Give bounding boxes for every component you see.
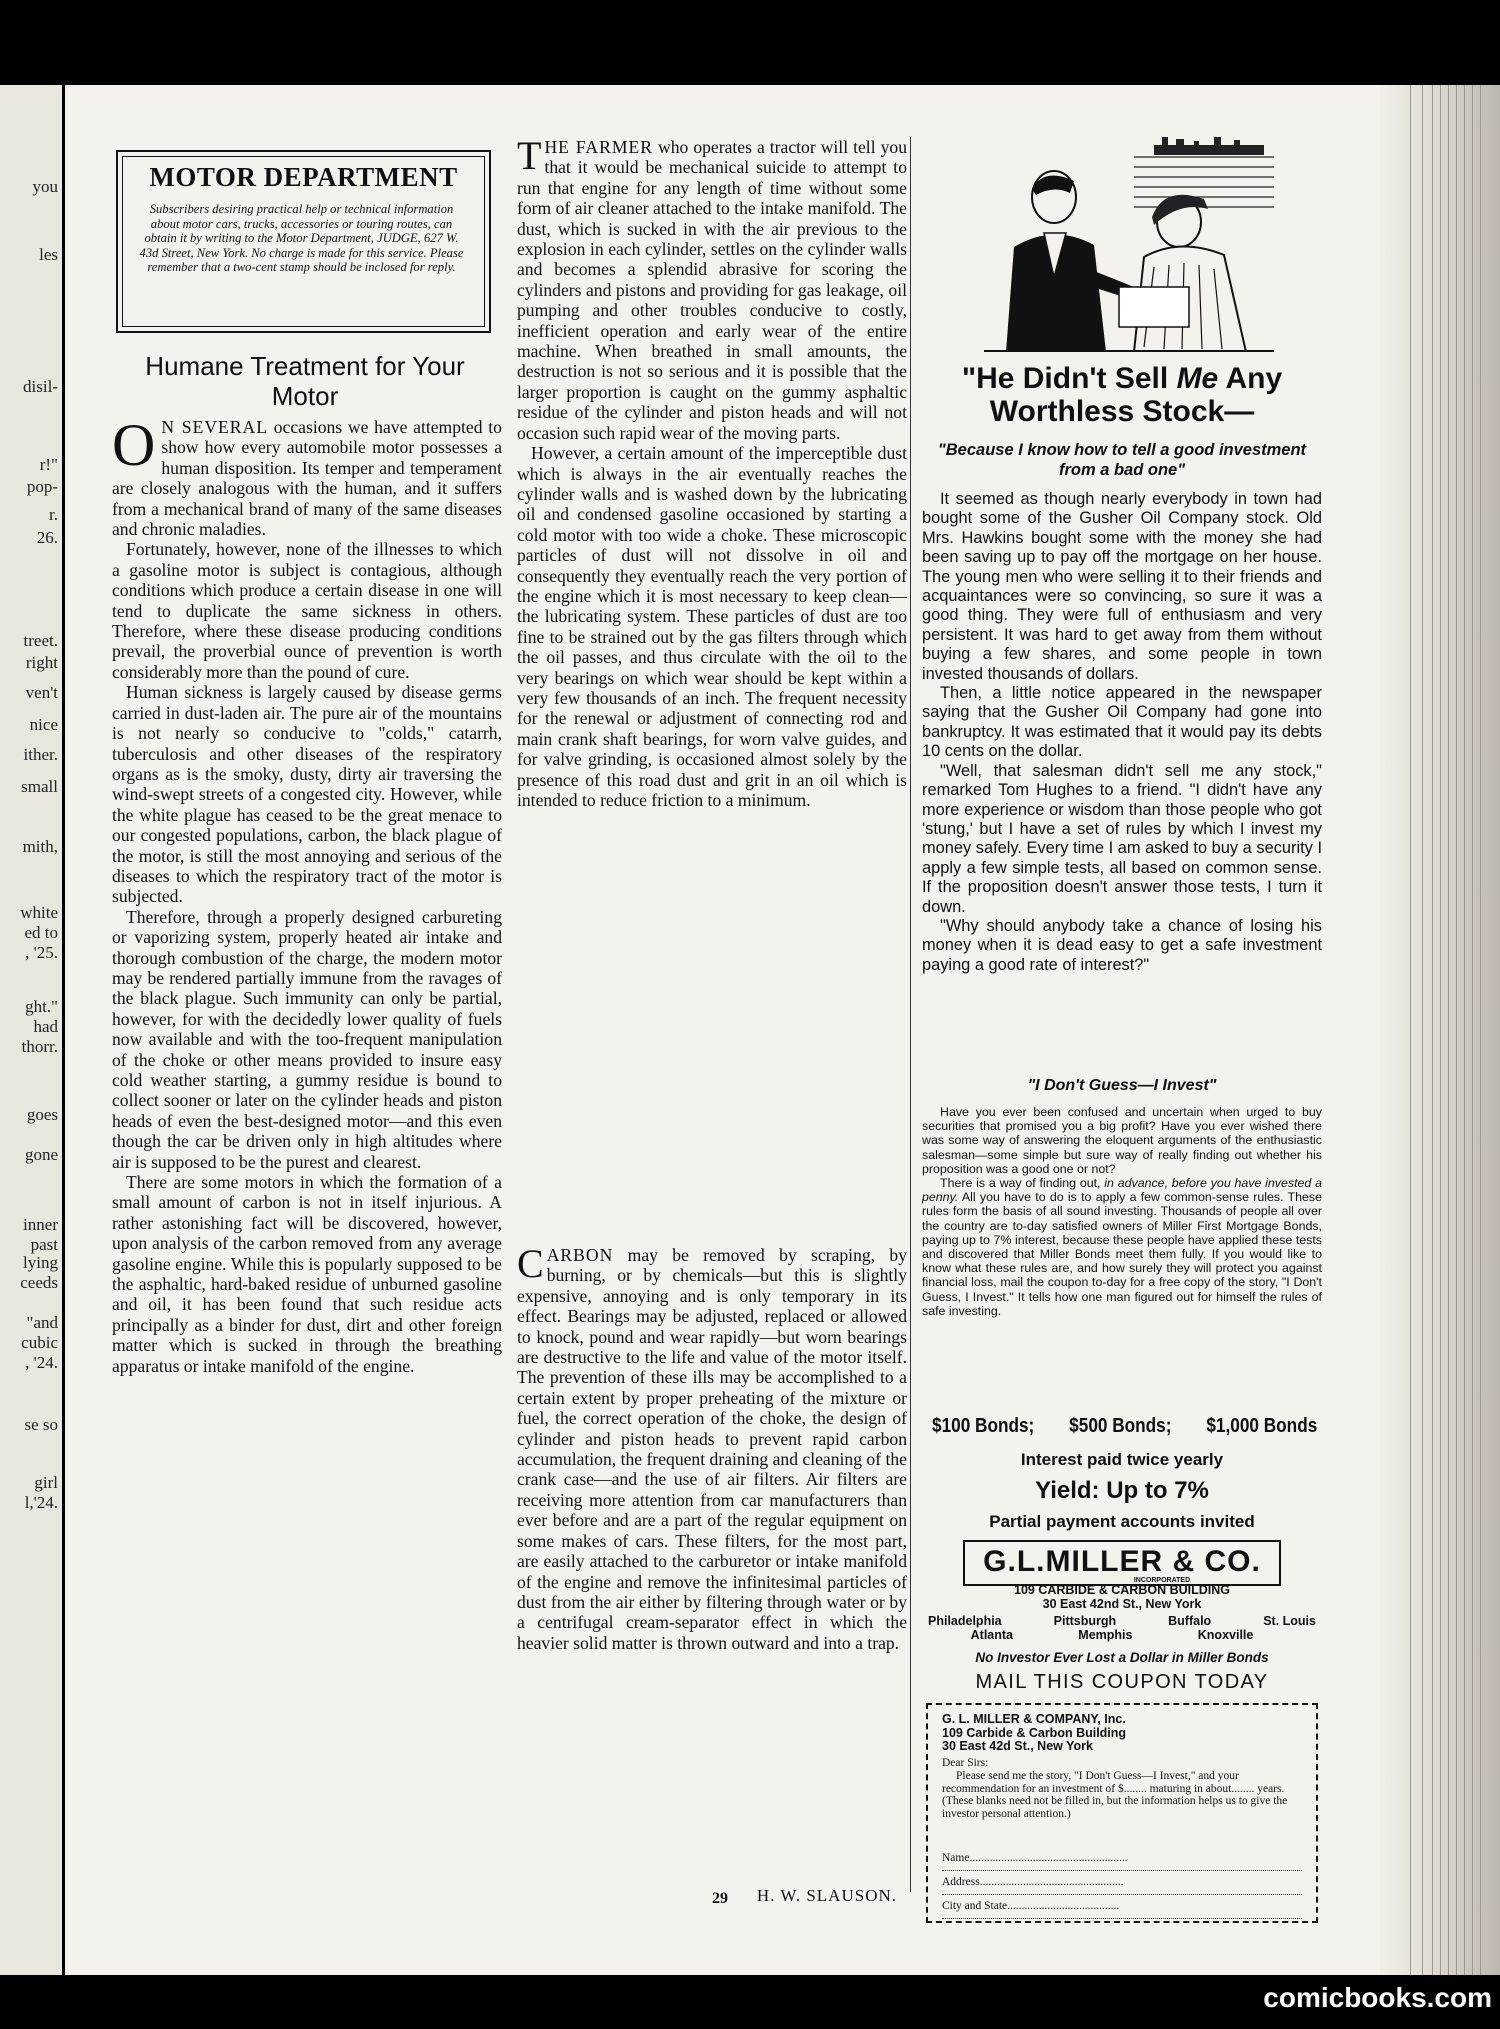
bond-denominations <box>932 1415 1317 1438</box>
partial-payment-line: Partial payment accounts invited <box>989 1512 1255 1531</box>
article-paragraph: However, a certain amount of the imperceptible dust which is always in the air eventually reaches the cylinder walls and is washed down by the lubricating oil and condensed gasoline occasioned by starting a cold motor with too wide a choke. These microscopic particles of dust will not dissolve in oil and consequently they eventually reach the very portion of the engine which it is most necessary to keep clean—the lubricating system. These particles of dust are too fine to be strained out by the gas filters through which the oil passes, and thus circulate with the oil to the very bearings on which wear should be kept within a very few thousands of an inch. The frequent necessity for the renewal or adjustment of connecting rod and main crank shaft bearings, for worn valve guides, and for valve grinding, is occasioned almost solely by the presence of this road dust and grit in an oil which is intended to reduce friction to a minimum. <box>517 443 907 810</box>
drop-cap: O <box>112 412 156 478</box>
article-paragraph: There are some motors in which the formation of a small amount of carbon is not in itself injurious. A rather astonishing fact will be discovered, however, upon analysis of the carbon removed from any average gasoline engine. While this is popularly supposed to be the asphaltic, hard-baked residue of unburned gasoline and oil, it has been found that such residue acts principally as a binder for dust, dirt and other foreign matter which is sucked in through the breathing apparatus or intake manifold of the engine. <box>112 1172 502 1376</box>
margin-word: lying <box>23 1253 58 1272</box>
article-title: Humane Treatment for Your Motor <box>145 351 465 411</box>
margin-word: 26. <box>36 528 58 547</box>
drop-cap: T <box>517 133 542 178</box>
margin-word: pop- <box>26 477 58 496</box>
margin-word: "and <box>26 1313 58 1332</box>
margin-word: l,'24. <box>24 1493 58 1512</box>
margin-word: , '24. <box>25 1353 58 1372</box>
bond-500: $500 Bonds; <box>1069 1415 1172 1437</box>
coupon-address: G. L. MILLER & COMPANY, Inc. 109 Carbide & Carbon Building 30 East 42d St., New York <box>942 1712 1127 1753</box>
margin-word: , '25. <box>25 943 58 962</box>
margin-word: treet. <box>23 631 58 650</box>
ad-headline: "He Didn't Sell Me Any Worthless Stock— <box>961 362 1283 428</box>
margin-word: se so <box>24 1415 58 1434</box>
margin-word: thorr. <box>21 1037 58 1056</box>
miller-bonds-advertisement <box>922 137 1322 1927</box>
margin-word: nice <box>29 715 58 734</box>
left-page-margin <box>0 85 62 1975</box>
margin-word: ceeds <box>20 1273 58 1292</box>
margin-word: r. <box>49 505 58 524</box>
page-edge-spine <box>1380 85 1500 1975</box>
svg-text:G.L.MILLER & CO.: G.L.MILLER & CO. <box>983 1545 1261 1578</box>
margin-word: les <box>39 245 58 264</box>
miller-logo-icon <box>962 1539 1282 1587</box>
coupon-address-field[interactable]: Address.................................................. <box>942 1871 1302 1895</box>
motor-department-title: MOTOR DEPARTMENT <box>149 162 458 192</box>
margin-word: white <box>20 903 58 922</box>
order-coupon[interactable] <box>926 1703 1318 1923</box>
column-rule <box>910 137 911 1892</box>
interest-line: Interest paid twice yearly <box>1020 1450 1224 1469</box>
margin-word: gone <box>24 1145 58 1164</box>
drop-cap: C <box>517 1241 544 1286</box>
margin-word: ither. <box>23 745 58 764</box>
coupon-name-field[interactable]: Name....................................................... <box>942 1847 1302 1871</box>
ad-paragraph: Then, a little notice appeared in the newspaper saying that the Gusher Oil Company had gone into bankruptcy. It was estimated that it would pay its debts 10 cents on the dollar. <box>922 684 1322 761</box>
motor-department-note: Subscribers desiring practical help or technical information about motor cars, trucks, accessories or touring routes, can obtain it by writing to the Motor Department, JUDGE, 627 W. 43d Street, New York. No charge is made for this service. Please remember that a two-cent stamp should be inclosed for reply. <box>139 202 464 274</box>
margin-word: disil- <box>23 377 58 396</box>
margin-word: mith, <box>22 837 58 856</box>
article-middle-column-section-2 <box>517 1241 907 1653</box>
margin-word: right <box>25 653 58 672</box>
article-middle-column <box>517 133 907 810</box>
margin-word: past <box>30 1235 58 1254</box>
ad-paragraph: "Why should anybody take a chance of losing his money when it is dead easy to get a safe investment paying a good rate of interest?" <box>922 916 1322 974</box>
article-paragraph: Human sickness is largely caused by disease germs carried in dust-laden air. The pure air of the mountains is not nearly so conducive to "colds," catarrh, tuberculosis and other diseases of the respiratory organs as is the smoky, dusty, dirty air traversing the wind-swept streets of a congested city. However, while the white plague has ceased to be the great menace to our congested populations, carbon, the black plague of the motor, is still the most annoying and serious of the diseases to which the respiratory tract of the motor is subjected. <box>112 682 502 907</box>
ad-small-print <box>922 1105 1322 1318</box>
ad-small-paragraph: There is a way of finding out, in advance, before you have invested a penny. All you have to do is to apply a few common-sense rules. These rules form the basis of all sound investing. Thousands of people all over the country are to-day satisfied owners of Miller First Mortgage Bonds, paying up to 7% interest, because these people have applied these tests and discovered that Miller Bonds meet them fully. If you would like to know what these rules are, and how surely they will protect you against financial loss, mail the coupon to-day for a free copy of the story, "I Don't Guess, I Invest." It tells how one man figured out for himself the rules of safe investing. <box>922 1176 1322 1318</box>
margin-word: ven't <box>25 683 58 702</box>
yield-line: Yield: Up to 7% <box>1035 1477 1209 1504</box>
company-address: 109 CARBIDE & CARBON BUILDING 30 East 42nd St., New York <box>1014 1583 1230 1611</box>
salesman-illustration-icon <box>984 137 1274 352</box>
margin-word: had <box>33 1017 58 1036</box>
ad-body <box>922 490 1322 975</box>
page-number: 29 <box>712 1890 728 1907</box>
ad-paragraph: "Well, that salesman didn't sell me any stock," remarked Tom Hughes to a friend. "I didn't have any more experience or wisdom than those people who got 'stung,' but I have a set of rules by which I invest my money safely. Every time I am asked to buy a security I apply a few simple tests, all based on common sense. If the proposition doesn't answer those tests, I turn it down. <box>922 761 1322 916</box>
ad-subheadline-2: "I Don't Guess—I Invest" <box>1027 1077 1217 1094</box>
bond-1000: $1,000 Bonds <box>1206 1415 1318 1437</box>
bond-100: $100 Bonds; <box>932 1415 1035 1437</box>
margin-word: goes <box>26 1105 58 1124</box>
ad-paragraph: It seemed as though nearly everybody in town had bought some of the Gusher Oil Company stock. Old Mrs. Hawkins bought some with the money she had been saving up to pay off the mortgage on her house. The young men who were selling it to their friends and acquaintances were so convincing, so sure it was a good thing. They were full of enthusiasm and very persistent. It was hard to get away from them without buying a few shares, and some people in town invested thousands of dollars. <box>922 490 1322 683</box>
coupon-body: Dear Sirs: Please send me the story, "I Don't Guess—I Invest," and your recommendation for an investment of $........ maturing in about........ years. (These blanks need not be filled in, but the information helps us to give the investor personal attention.) <box>942 1757 1288 1821</box>
article-left-column <box>112 412 502 1376</box>
motor-department-box <box>116 150 491 333</box>
article-paragraph: Fortunately, however, none of the illnesses to which a gasoline motor is subject is contagious, although conditions which produce a certain disease in one will tend to duplicate the same sickness in others. Therefore, where these disease producing conditions prevail, the proverbial ounce of prevention is worth considerably more than the pound of cure. <box>112 539 502 682</box>
margin-word: ed to <box>24 923 58 942</box>
ad-tagline: No Investor Ever Lost a Dollar in Miller Bonds <box>975 1650 1269 1665</box>
article-paragraph: CARBON may be removed by scraping, by burning, or by chemicals—but this is slightly expensive, annoying and is only temporary in its effect. Bearings may be adjusted, replaced or allowed to knock, pound and wear rapidly—but worn bearings are destructive to the life and value of the motor itself. The prevention of these ills may be accomplished to a certain extent by proper preheating of the mixture or fuel, the correct operation of the choke, the design of cylinder and piston heads to prevent rapid carbon accumulation, the frequent draining and cleaning of the crank case—and the use of air filters. Air filters are receiving more attention from car manufacturers than ever before and are a part of the regular equipment on some makes of cars. These filters, for the most part, are easily attached to the carburetor or intake manifold of the engine and remove the infinitesimal particles of dust from the air either by filtering through water or by a centrifugal cream-separator effect in which the heavier solid matter is thrown outward and into a trap. <box>517 1241 907 1653</box>
margin-word: inner <box>23 1215 58 1234</box>
branch-cities: Philadelphia Pittsburgh Buffalo St. Louis Atlanta Memphis Knoxville <box>928 1614 1316 1642</box>
article-paragraph: THE FARMER who operates a tractor will tell you that it would be mechanical suicide to attempt to run that engine for any length of time without some form of air cleaner attached to the intake manifold. The dust, which is sucked in with the air previous to the explosion in each cylinder, settles on the cylinder walls and becomes a splendid abrasive for scoring the cylinders and pistons and providing for gas leakage, oil pumping and other troubles conducive to costly, inefficient operation and early wear of the entire machine. When breathed in small amounts, the destruction is not so serious and it is possible that the larger proportion is caught on the gummy asphaltic residue of the cylinder and piston heads and will not occasion such rapid wear of the moving parts. <box>517 133 907 443</box>
watermark: comicbooks.com <box>1263 1982 1492 2013</box>
article-paragraph: O N SEVERAL occasions we have attempted to show how every automobile motor possesses a human disposition. Its temper and temperament are closely analogous with the human, and it suffers from a mechanical brand of many of the same diseases and chronic maladies. <box>112 412 502 540</box>
article-signature: H. W. SLAUSON. <box>756 1886 897 1905</box>
coupon-fields <box>942 1847 1302 1919</box>
margin-word: ght." <box>25 997 58 1016</box>
mail-coupon-heading: MAIL THIS COUPON TODAY <box>975 1671 1269 1693</box>
margin-word: girl <box>34 1473 58 1492</box>
svg-text:INCORPORATED: INCORPORATED <box>1133 1577 1191 1584</box>
margin-word: you <box>32 177 58 196</box>
ad-subheadline: "Because I know how to tell a good investment from a bad one" <box>937 441 1307 479</box>
ad-small-paragraph: Have you ever been confused and uncertain when urged to buy securities that promised you a big profit? Have you ever wished there was some way of answering the eloquent arguments of the enthusiastic salesman—some simple but sure way of really finding out whether his proposition was a good one or not? <box>922 1105 1322 1176</box>
margin-word: r!" <box>39 455 58 474</box>
article-paragraph: Therefore, through a properly designed carbureting or vaporizing system, properly heated air intake and thorough combustion of the charge, the modern motor may be rendered partially immune from the ravages of the black plague. Such immunity can only be partial, however, for with the decidedly lower quality of fuels now available and with the too-frequent manipulation of the choke or other means provided to insure easy cold weather starting, a gummy residue is bound to collect sooner or later on the cylinder heads and piston heads of even the best-designed motor—and this even though the car be driven only in high altitudes where air is supposed to be the purest and clearest. <box>112 906 502 1172</box>
margin-word: cubic <box>21 1333 58 1352</box>
coupon-city-field[interactable]: City and State....................................... <box>942 1895 1302 1919</box>
margin-word: small <box>21 777 58 796</box>
